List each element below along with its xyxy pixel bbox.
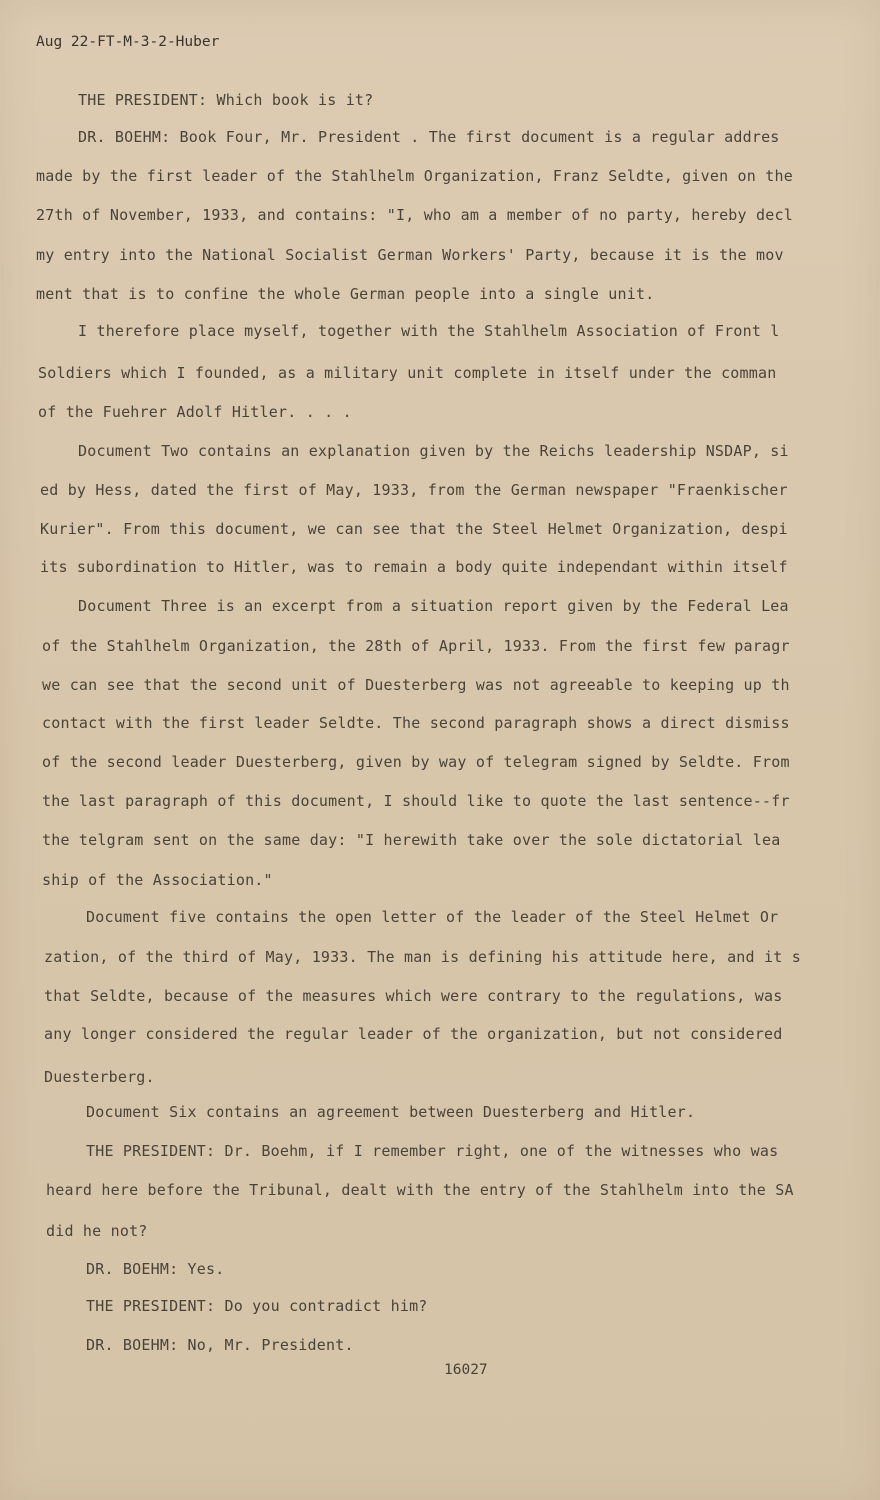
text-line: I therefore place myself, together with the Stahlhelm Association of Front l	[78, 322, 780, 340]
text-line: Document five contains the open letter of the leader of the Steel Helmet Or	[86, 908, 779, 926]
text-line: heard here before the Tribunal, dealt with the entry of the Stahlhelm into the SA	[46, 1181, 794, 1199]
text-line: 27th of November, 1933, and contains: "I, who am a member of no party, hereby decl	[36, 206, 793, 224]
text-line: made by the first leader of the Stahlhelm Organization, Franz Seldte, given on the	[36, 167, 793, 185]
text-line: ment that is to confine the whole German people into a single unit.	[36, 285, 655, 303]
text-line: the telgram sent on the same day: "I herewith take over the sole dictatorial lea	[42, 831, 781, 849]
text-line: DR. BOEHM: No, Mr. President.	[86, 1336, 354, 1354]
text-line: its subordination to Hitler, was to remain a body quite independant within itself	[40, 558, 788, 576]
text-line: ship of the Association."	[42, 871, 273, 889]
text-line: contact with the first leader Seldte. The second paragraph shows a direct dismiss	[42, 714, 790, 732]
text-line: Document Three is an excerpt from a situation report given by the Federal Lea	[78, 597, 789, 615]
text-line: Kurier". From this document, we can see that the Steel Helmet Organization, despi	[40, 520, 788, 538]
text-line: of the second leader Duesterberg, given by way of telegram signed by Seldte. From	[42, 753, 790, 771]
text-line: that Seldte, because of the measures which were contrary to the regulations, was	[44, 987, 783, 1005]
text-line: THE PRESIDENT: Do you contradict him?	[86, 1297, 428, 1315]
text-line: THE PRESIDENT: Dr. Boehm, if I remember right, one of the witnesses who was	[86, 1142, 779, 1160]
text-line: DR. BOEHM: Book Four, Mr. President . The first document is a regular addres	[78, 128, 780, 146]
text-line: DR. BOEHM: Yes.	[86, 1260, 225, 1278]
page-number: 16027	[444, 1362, 488, 1378]
text-line: of the Fuehrer Adolf Hitler. . . .	[38, 403, 352, 421]
text-line: any longer considered the regular leader of the organization, but not considered	[44, 1025, 783, 1043]
text-line: THE PRESIDENT: Which book is it?	[78, 91, 374, 109]
text-line: ed by Hess, dated the first of May, 1933, from the German newspaper "Fraenkischer	[40, 481, 788, 499]
text-line: Document Six contains an agreement between Duesterberg and Hitler.	[86, 1103, 696, 1121]
text-line: we can see that the second unit of Duesterberg was not agreeable to keeping up th	[42, 676, 790, 694]
text-line: Document Two contains an explanation given by the Reichs leadership NSDAP, si	[78, 442, 789, 460]
text-line: the last paragraph of this document, I should like to quote the last sentence--fr	[42, 792, 790, 810]
document-header: Aug 22-FT-M-3-2-Huber	[36, 34, 220, 50]
text-line: zation, of the third of May, 1933. The man is defining his attitude here, and it s	[44, 948, 801, 966]
text-line: did he not?	[46, 1222, 148, 1240]
text-line: my entry into the National Socialist German Workers' Party, because it is the mov	[36, 246, 784, 264]
text-line: of the Stahlhelm Organization, the 28th of April, 1933. From the first few paragr	[42, 637, 790, 655]
text-line: Soldiers which I founded, as a military unit complete in itself under the comman	[38, 364, 777, 382]
text-line: Duesterberg.	[44, 1068, 155, 1086]
